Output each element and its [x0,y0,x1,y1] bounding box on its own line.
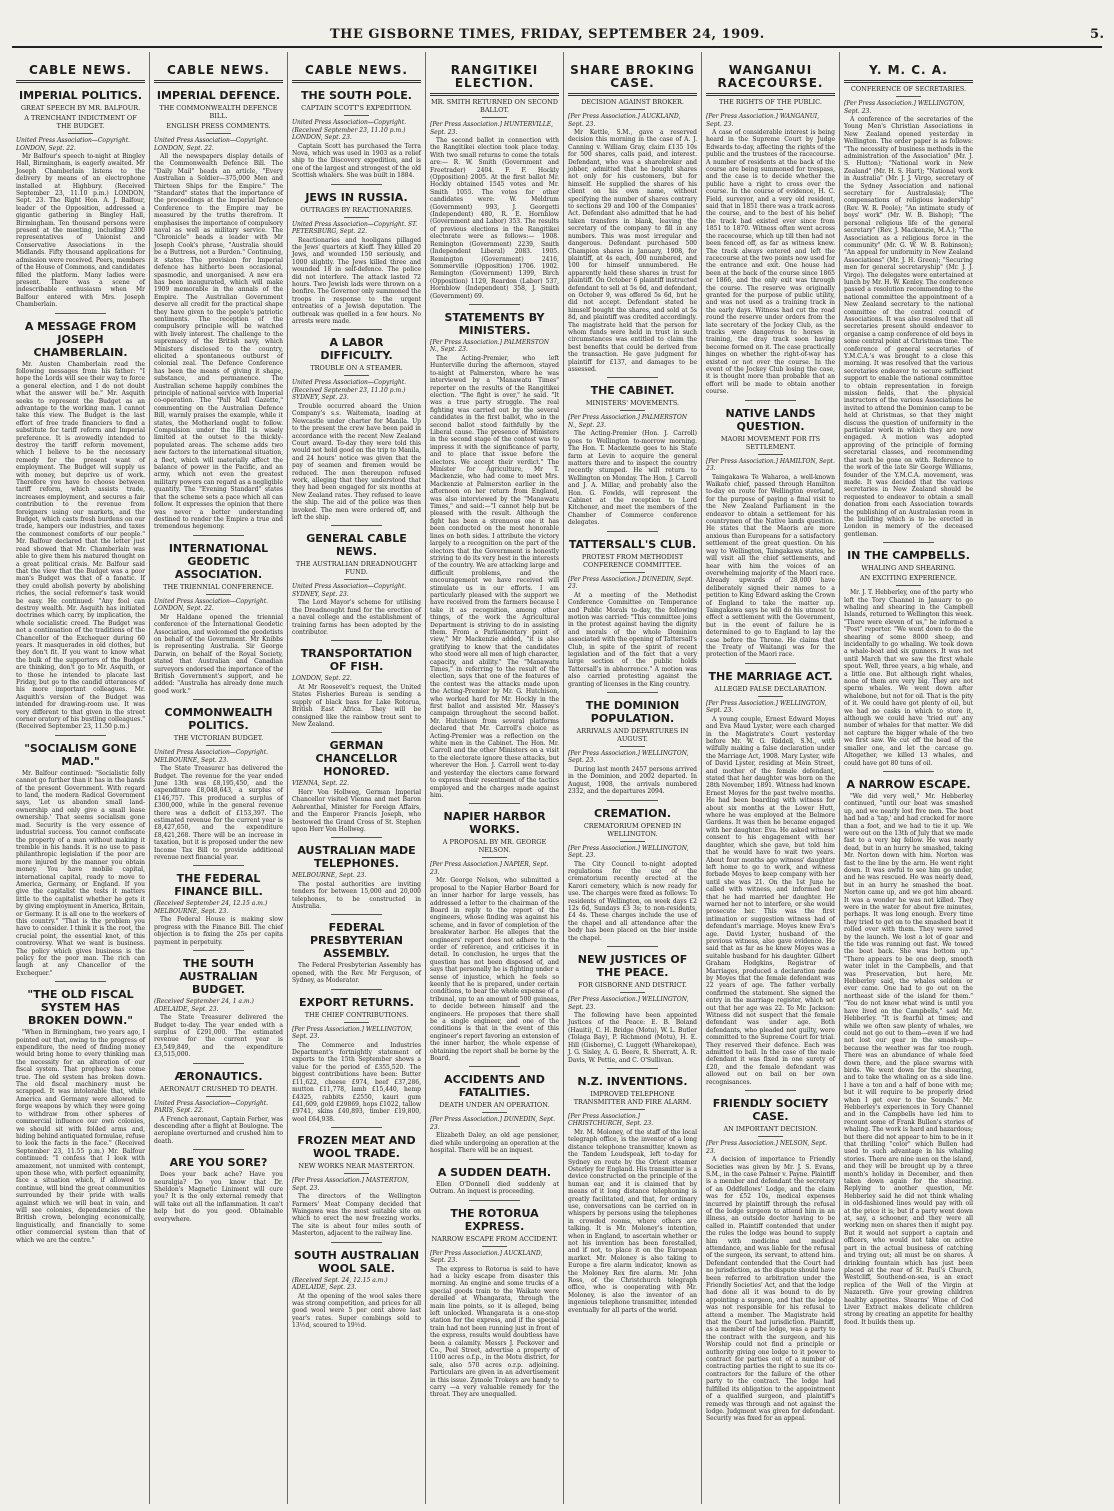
article-headline: N.Z. INVENTIONS. [577,1074,688,1088]
article [154,706,283,861]
divider [745,663,797,664]
article-body: Herr Von Hollweg, German Imperial Chancellor visited Vienna and met Baron Aehrenthal, Minister for Foreign Affairs, and the Emperor Francis Joseph, who bestowed the Grand Cross of St. Stephen upon Herr Von Hollweg. [292,788,421,833]
article-body: Elizabeth Daley, an old age pensioner, died while undergoing an operation at the hospital. There will be an inquest. [430,1132,559,1155]
divider [758,1136,784,1137]
article-dateline: (Received September 24, 12.15 a.m.) MELBOURNE, Sept. 23. [154,900,268,915]
masthead-rule [12,46,1102,48]
article-body: Taingakawa Te Waharoa, a well-known Waikato chief, passed through Hamilton to-day en route for Wellington overland, for the purpose of paying a final visit to the New Zealand Parliament in the endeavor to obtain a settlement for his countrymen of the Native lands question. He states that the Maoris are more anxious than Europeans for a satisfactory settlement of the great question. On his way to Wellington, Taingakawa states, he will visit all the chief settlements, and hear with him the voices of an overwhelming majority of the Maori race. Already upwards of 28,000 have deliberately signed their names to a petition to King Edward asking the Crown of England to take the matter up. Taingakawa says he will do his utmost to effect a settlement with the Government, but in the event of failure he is determined to go to England to lay the case before the Throne. He claims that the Treaty of Waitangi was for the protection of the Maori race. [706,473,835,659]
divider [331,184,383,185]
article-subhead: THE AUSTRALIAN DREADNOUGHT FUND. [295,560,418,577]
article [706,98,835,396]
divider [607,1068,659,1069]
divider [193,699,245,700]
divider [344,1173,370,1174]
article-dateline: [Per Press Association.] AUCKLAND, Sept. 23. [430,1249,543,1264]
article-body: Mr Balfour's speech to-night at Bingley Hall, Birmingham, is eagerly awaited. Mr Joseph Chamberlain listens to the delivery by means of an electrophone installed at Highbury. (Received September 23, 11.10 p.m.) LONDON, Sept. 23. The Right Hon. A. J. Balfour, leader of the Opposition, addressed a gigantic gathering in Bingley Hall, Birmingham. Ten thousand persons were present at the meeting, including 2300 representatives of Unionist and Conservative Associations in the Midlands. Fifty thousand applications for admission were received. Peers, members of the House of Commons, and candidates filled the platform. Many ladies were present. There was a scene of indescribable enthusiasm when Mr Balfour entered with Mrs. Joseph Chamberlain. [16,153,145,309]
article-body: A conference of the secretaries of the Young Men's Christian Associations in New Zealand opened yesterday in Wellington. The order paper is as follows: "The necessity of business methods in the administration of the Association" (Mr. J. S. Hutton); "National work in New Zealand" (Mr. H. S. Hart); "National work in Australia" (Mr. J. J. Virgo, secretary of the Sydney Association and national secretary for Australasia); "The compensations of religious leadership" (Rev. W. R. Poole); "An intimate study of boys' work" (Mr. W. B. Bishop); "The personal religious life of the general secretary" (Rev. J. Mackenzie, M.A.); "The Association as a religious force in the community" (Mr. G. W. W. B. Robinson); "An appeal for uniformity in New Zealand Associations" (Mr. J. H. Green); "Securing men for general secretaryship" (Mr. J. J. Virgo). The delegates were entertained at lunch by Mr. H. W. Kenley. The conference passed a resolution recommending to the national committee the appointment of a New Zealand secretary to the national committee of the central council of Associations. It was also resolved that all secretaries present should endeavor to organise a camp conference of old boys in some central point at Christmas time. The conference of general secretaries of Y.M.C.A.'s was brought to a close this morning. It was resolved that the various secretaries endeavor to secure sufficient support to enable the national committee to obtain representation in foreign mission fields, that the physical instructors of the various Associations be invited to attend the Dominion camp to be held at Christmas, so that they might discuss the question of uniformity in the particular work in which they are now engaged. A motion was adopted approving of the principle of forming secretarial classes, and recommending that such be gone on with. Reference to the work of the late Sir George Williams, founder of the Y.M.C.A. movement, was made. It was decided that the various secretaries in New Zealand should be requested to endeavor to obtain a small donation from each Association towards the publishing of an Australasian room in the building which is to be erected in London in memory of the deceased gentleman. [844,116,973,538]
article-headline: THE FEDERAL FINANCE BILL. [174,872,263,899]
article-subhead: THE CHIEF CONTRIBUTIONS. [304,1010,409,1019]
article-subhead: CAPTAIN SCOTT'S EXPEDITION. [301,104,412,112]
divider [620,109,646,110]
divider [620,841,646,842]
article-subhead: THE VICTORIAN BUDGET. [173,734,264,743]
divider [620,746,646,747]
article [154,1070,283,1146]
article-body: A young couple, Ernest Edward Moyes and Eva Maud Lyster, were each charged in the Magistrate's Court yesterday before Mr. W. G. Riddell, S.M., with wilfully making a false declaration under the Marriage Act, 1908. Mary Lyster, wife of David Lyster, residing at Mein Street, and mother of the female defendant, stated that her daughter was born on the 28th November, 1891. Witness had known Ernest Moyes for the past twelve months. He had been boarding with witness for about six months at the Lower Hutt, where he was employed at the Belmore Gardens. It was then he became engaged with her daughter. Eva. He asked witness' consent to his engagement with her daughter, which she gave, but told him that he would have to wait two years. About four months ago witness' daughter left home to go to work, and witness forbade Moyes to keep company with her until she was 21. On the 1st June he called with witness, and informed her that he had married her daughter. He warned her not to interfere, or she would prosecute her. This was the first intimation or suggestion witness had of defendant's marriage. Moyes knew Eva's age. David Lyster, husband of the previous witness, also gave evidence. He said that as far as he knew Moyes was a suitable husband for his daughter. Gilbert Graham Hodgkins, Registrar of Marriages, produced a declaration made by Moyes that the female defendant was 22 years of age. The father verbally confirmed the statement. She signed the entry in the marriage register, which set out that her age was 22. To Mr. Jackson: Witness did not suspect that the female defendant was under age. Both defendants, who pleaded not guilty, were committed to the Supreme Court for trial. They reserved their defence. Each was admitted to bail. In the case of the male defendant it was fixed in one surety of £20, and the female defendant was allowed out on bail on her own recognisances. [706,715,835,1086]
article-subhead: DECISION AGAINST BROKER. [581,98,684,106]
divider [607,800,659,801]
article [430,311,559,799]
article-body: Trouble occurred aboard the Union Company's s.s. Waitemata, loading at Newcastle under charter for Manila. Up to the present the crew have been paid in accordance with the recent New Zealand Court award. To-day they were told this would not hold good on the trip to Manila, and 24 hours' notice was given that the pay of seamen and firemen would be reduced. The men thereupon refused work, alleging that they understood that they had been engaged for six months at New Zealand rates. They refused to leave the ship. The aid of the police was then invoked. The men were ordered off, and left the ship. [292,402,421,521]
divider [68,133,94,134]
divider [607,377,659,378]
article-headline: NAPIER HARBOR WORKS. [443,810,546,837]
article-body: At the opening of the wool sales there was strong competition, and prices for all good wool were 5 per cent above last year's rates. Super combings sold to 13½d, scoured to 19½d. [292,1292,421,1330]
article-subhead: MAORI MOVEMENT FOR ITS SETTLEMENT. [720,434,821,451]
article-headline: THE DOMINION POPULATION. [585,698,680,725]
divider [896,96,922,97]
article [292,996,421,1123]
article-dateline: United Press Association—Copyright. ST. PETERSBURG, Sept. 22. [292,220,418,236]
article-body: The Acting-Premier, who left Hunterville during the afternoon, stayed to-night at Palmerston, where he was interviewed by a "Manawatu Times" reporter on the results of the Rangitikei election. "The fight is over," he said. "It was a true party struggle. The real fighting was carried out by the several candidates in the first ballot, who in the second ballot stood faithfully by the Liberal cause. The presence of Ministers in the second stage of the contest was to impress it with the significance of party, and to place that issue before the electors. We accept their verdict." The Minister for Agriculture, Mr T. Mackenzie, who had come to meet Mrs. Mackenzie at Palmerston earlier in the afternoon on her return from England, was also interviewed by the "Manawatu Times," and said:—"I cannot help but be pleased with the result. Although the fight has been a strenuous one it has been conducted on the most honorable lines on both sides. I attribute the victory largely to a recognition on the part of the electors that the Government is honestly striving to do its very best in the interests of the country. We are attacking large and difficult problems, and the encouragement we have received will stimulate us in our efforts. I am particularly pleased with the support we have received from the farmers because I take it as recognition, among other things, of the work the Agricultural Department is striving to do in assisting them. From a Parliamentary point of view," Mr Mackenzie added, "it is also gratifying to know that the candidates who stood were all men of high character, capacity, and ability." The "Manawatu Times," in referring to the result of the election, says that one of the features of the contest was the attacks made upon the Acting-Premier by Mr. G. Hutchison, who worked hard for Mr. Hockly in the first ballot and assisted Mr. Massey's campaign throughout the second ballot. Mr. Hutchison from several platforms declared that Mr. Carroll's choice as Acting-Premier was a reflection on the white men in the Cabinet. The Hon. Mr. Carroll and the other Ministers on a visit to the electorate ignore these attacks, but wherever the Hon. J. Carroll went to-day and yesterday the electors came forward to express their resentment of the tactics employed and the charges made against him. [430,354,559,799]
divider [193,950,245,951]
article [430,1073,559,1154]
article-headline: GERMAN CHANCELLOR HONORED. [315,739,398,779]
article-headline: IMPERIAL POLITICS. [18,89,143,102]
article-headline: FROZEN MEAT AND WOOL TRADE. [297,1134,416,1161]
article-headline: "THE OLD FISCAL SYSTEM HAS BROKEN DOWN." [27,988,134,1028]
article [568,384,697,526]
article-body: The second ballot in connection with the Rangitikei election took place today. With two small returns to come the totals are:— R. W. Smith (Government and Freetrader) 2404. F. F. Hockly (Opposition) 2005. At the first ballot Mr. Hockly obtained 1545 votes and Mr. Smith 1055. The votes for other candidates were: W. Meldrum (Government) 993, J. Georgetti (Independent) 480, R. E. Hornblow (Government and Labor) 353. The results of previous elections in the Rangitikei electorate were as follows:— 1908. Remington (Government) 2239, Smith (Independent Liberal) 2083. 1905. Remington (Government) 2416, Sommerville (Opposition) 1706. 1902. Remington (Government) 1399, Birch (Opposition) 1129, Reardon (Labor) 537, Hornblow (Independent) 358, J. Smith (Government) 69. [430,137,559,300]
divider [193,535,245,536]
article-headline: NATIVE LANDS QUESTION. [725,406,816,433]
article-body: "When in Birmingham, two years ago, I pointed out that, owing to the progress of expenditure, the need of finding money would bring home to every thinking man the necessity for an alteration of our fiscal system. That prophecy has come true. The old system has broken down. The old fiscal machinery must be scrapped. It was intolerable that, while America and Germany were allowed to forge weapons by which they were going to withdraw from other spheres of commercial influence our own colonies, we should sit with folded arms and, hiding behind antiquated formulae, refuse to look the facts in the face." (Received September 23, 11.55 p.m.) Mr. Balfour continued: "I confess that I look with amazement, not unmixed with contempt, upon those who, with perfect equanimity, face a situation which, if allowed to continue, will bind the great communities surrounded by their pride with walls against which we will beat in vain, and will see colonies, dependencies of the British crown, belonging economically, linguistically, and financially to some other commercial system than that of which we are the centre." [16,1029,145,1244]
article [154,1156,283,1223]
article-subhead: ENGLISH PRESS COMMENTS. [166,122,271,130]
article-dateline: United Press Association—Copyright. LONDON, Sept. 22. [16,137,131,152]
column-header: Y. M. C. A. [844,64,973,83]
divider [620,572,646,573]
article-body: Reactionaries and hooligans pillaged the Jews' quarters at Kieff. They killed 20 Jews, and wounded 150 seriously, and 1000 slightly. The Jews killed three and wounded 18 in self-defence. The police did not interfere. The attack lasted 72 hours. Two Jewish lads were thrown on a bonfire. The Governor only summoned the troops in response to the urgent entreaties of a Jewish deputation. The outbreak was quelled in a few hours. No arrests were made. [292,236,421,325]
divider [55,981,107,982]
article-headline: A LABOR DIFFICULTY. [320,336,393,363]
article-dateline: United Press Association—Copyright. SYDNEY, Sept. 23. [292,583,407,598]
article [706,670,835,1086]
masthead [0,0,1114,50]
article-subhead: A PROPOSAL BY MR. GEORGE NELSON. [442,838,547,855]
article-subhead: CREMATORIUM OPENED IN WELLINGTON. [583,821,682,838]
divider [331,1242,383,1243]
divider [883,542,935,543]
divider [469,1066,521,1067]
divider [620,1109,646,1110]
divider [344,115,370,116]
divider [745,400,797,401]
article-dateline: [Per Press Association.] HAMILTON, Sept. 23. [706,457,835,473]
column-header: WANGANUI RACECOURSE. [706,64,835,96]
article-headline: EXPORT RETURNS. [299,995,414,1009]
divider [206,594,232,595]
article [292,89,421,180]
divider [745,1090,797,1091]
column-2 [150,52,288,1504]
article-subhead: OUTRAGES BY REACTIONARIES. [300,205,413,214]
article-headline: THE MARRIAGE ACT. [708,669,833,683]
divider [344,579,370,580]
article [292,191,421,326]
column-6 [702,52,840,1504]
article-body: The State Treasurer delivered the Budget to-day. The year ended with a surplus of £291,000. The estimated revenue for the current year is £3,549,849, and the expenditure £3,515,000. [154,1014,283,1059]
article-subhead: DEATH UNDER AN OPERATION. [439,1101,550,1110]
article-subhead: ALLEGED FALSE DECLARATION. [714,684,827,693]
divider [193,1149,245,1150]
article-dateline: [Per Press Association.] PALMERSTON N., Sept. 23. [568,414,688,429]
article-dateline: [Per Press Association.] NELSON, Sept. 23. [706,1140,828,1155]
article-body: A decision of importance to Friendly Societies was given by Mr. J. S. Evans, S.M., in the case Palmer v. Payne. Plaintiff is a member and defendant the secretary of an Oddfellows' Lodge, and the claim was for £52 10s, medical expenses incurred by plaintiff through the refusal of the lodge surgeon to attend him in an illness, an outside doctor having to be called in. Plaintiff contended that under the rules the lodge was bound to supply him with medicine and medical attendance, and was liable for the refusal of the surgeon, its servant, to attend him. Defendant contended that the Court had no jurisdiction, as the dispute should have been referred to arbitration under the Friendly Societies' Act, and that the lodge had done all it was bound to do by appointing a surgeon, and that the lodge was not responsible for his refusal to attend a member. The Magistrate held that the Court had jurisdiction. Plaintiff, as a member of the lodge, was a party to the contract with the surgeon, and his Worship could not find a principle or authority giving one lodge to it power to contract for parties out of a number of contracting parties the right to sue its co-contractors for the failure of the other party to the contract. The lodge had fulfilled its obligation to the appointment of a qualified surgeon, and plaintiff's remedy was through and not against the lodge. Judgment was given for defendant. Security was fixed for an appeal. [706,1156,835,1423]
article-body: The express to Rotorua is said to have had a lucky escape from disaster this morning. An engine and some trucks of a special goods train to the Waikato were derailed at Whangarata, through the main line points, so it is alleged, being left unlocked. Whangarata is a one-stop station for the express, and if the special train had not been running just in front of the express, results would doubtless have been a calamity. Messrs J. Peckover and Co., Peel Street, advertise a property of 1100 acres o.f.p., in the Motu district, for sale, also 570 acres o.r.p. adjoining. Particulars are given in an advertisement in this issue. Zymole Trokeys are handy to carry —a very valuable remedy for the throat. They are unequalled. [430,1265,559,1399]
page-number: 5. [1090,27,1105,42]
column-header: SHARE BROKING CASE. [568,64,697,96]
article-dateline: (Received September 24, 1 a.m.) ADELAIDE, Sept. 23. [154,998,254,1013]
article-body: A French aeronaut, Captain Ferber, was descending after a flight at Boulogne. The aeroplane overturned and crushed him to death. [154,1115,283,1145]
article-headline: ARE YOU SORE? [169,1156,268,1170]
article-headline: THE ROTORUA EXPRESS. [450,1206,539,1233]
article-headline: A SUDDEN DEATH. [437,1165,552,1179]
article [292,336,421,521]
article [292,1134,421,1237]
divider [758,109,784,110]
article-dateline: United Press Association—Copyright. (Received September 23, 11.10 p.m.) LONDON, Sept. 23. [292,119,407,141]
article-headline: IMPERIAL DEFENCE. [156,89,281,102]
article-headline: ÆRONAUTICS. [174,1069,263,1083]
article-subhead: FOR GISBORNE AND DISTRICT. [578,981,687,990]
article-body: The City Council to-night adopted regulations for the use of the crematorium recently erected at the Karori cemetery, which is now ready for use. The charges were fixed as follows: To residents of Wellington, on week days £2 12s 6d, Sundays £3 3s; to non-residents, £4 4s. These charges include the use of the chapel and all attendance after the body has been placed on the bier inside the chapel. [568,860,697,942]
divider [331,732,383,733]
article [292,647,421,728]
column-header: CABLE NEWS. [16,64,145,83]
article-dateline: [Per Press Association.] NAPIER, Sept. 23. [430,861,549,876]
article-dateline: United Press Association—Copyright. (Received September 23, 11.10 p.m.) SYDNEY, Sept. 23. [292,379,407,402]
article [568,1075,697,1314]
article-headline: SOUTH AUSTRALIAN WOOL SALE. [293,1248,420,1275]
article [844,85,973,538]
divider [344,1022,370,1023]
article-headline: AUSTRALIAN MADE TELEPHONES. [297,844,416,871]
divider [206,133,232,134]
column-3 [288,52,426,1504]
divider [896,585,922,586]
divider [469,1200,521,1201]
article-headline: THE SOUTH POLE. [301,89,412,102]
article-headline: GENERAL CABLE NEWS. [306,532,407,559]
article-headline: FRIENDLY SOCIETY CASE. [712,1097,829,1124]
article-subhead: AN EXCITING EXPERIENCE. [859,574,958,583]
article [292,844,421,910]
article-subhead: A TRENCHANT INDICTMENT OF THE BUDGET. [24,114,137,130]
article [430,1207,559,1399]
article [706,1097,835,1423]
divider [469,1159,521,1160]
article-body: The Federal Presbyterian Assembly has opened, with the Rev. Mr Ferguson, of Sydney, as Moderator. [292,962,421,985]
article-body: The State Treasurer has delivered the Budget. The revenue for the year ended June 13th was £8,195,450, and the expenditure £8,048,643, a surplus of £146,757. This produced a surplus of £300,000, while in the general revenue there was a deficit of £153,397. The estimated revenue for the current year is £8,427,650, and the expenditure £8,421,268. There will be an increase in taxation, but it is proposed under the new Income Tax Bill to provide additional revenue next financial year. [154,765,283,862]
article [568,807,697,942]
article-dateline: [Per Press Association.] WELLINGTON, Sept. 23. [568,996,689,1011]
article [844,549,973,767]
column-header: RANGITIKEI ELECTION. [430,64,559,96]
article-dateline: VIENNA, Sept. 22. [292,780,349,788]
divider [206,745,232,746]
article-body: During last month 2457 persons arrived in the Dominion, and 2002 departed. In August, 1908, the arrivals numbered 2332, and the departures 2094. [568,765,697,796]
article-subhead: MR. SMITH RETURNED ON SECOND BALLOT. [431,98,558,114]
article-headline: JEWS IN RUSSIA. [305,190,408,204]
article-headline: FEDERAL PRESBYTERIAN ASSEMBLY. [309,921,404,961]
article-headline: IN THE CAMPBELLS. [847,549,970,563]
divider [607,692,659,693]
divider [331,525,383,526]
article-headline: COMMONWEALTH POLITICS. [164,706,273,733]
article-headline: TRANSPORTATION OF FISH. [300,647,413,674]
article-body: Mr. J. T. Hebberley, one of the party who left the Tory Channel in January to go whaling and shearing in the Campbell Islands, returned to Wellington this week. "There were eleven of us," he informed a "Post" reporter. "We went down to do the shearing of some 8000 sheep, and incidentally to go whaling. We took down a whale-boat and six gunners. It was not until March that we saw the first whale spout. Well, three years, a big whale, and a little one. But although right whales, none of them are very big. They are not sperm whales. We went down after whalebone, but not for oil. That is the pity of it. We could have got plenty of oil, but we had no casks in which to store it, although we could have 'tried out' any number of whales for that matter. We did not capture the bigger whale of the two we first saw. We cut off the head of the smaller one, and let the carcase go. Altogether, we killed 13 whales, and could have got 80 tuns of oil. [844,589,973,767]
article-body: Mr Haldane opened the triennial conference of the International Geodetic Association, and welcomed the geodetists on behalf of the Government. Mr Knibbs is representing Australia. Sir George Darwin, on behalf of the Royal Society, stated that Australian and Canadian surveyors endorsed the importance of the British Government's support, and he added: "Australia has already done much good work." [154,613,283,695]
divider [344,217,370,218]
divider [607,946,659,947]
article [430,1166,559,1196]
article-dateline: United Press Association—Copyright. LONDON, Sept. 22. [154,597,269,613]
article-body: At Mr Roosevelt's request, the United States Fisheries Bureau is sending a supply of black bass for Lake Rotorua, British East Africa. They will be consigned like the rainbow trout sent to New Zealand. [292,683,421,728]
divider [193,865,245,866]
article-dateline: MELBOURNE, Sept. 23. [292,872,367,880]
article-body: The Acting-Premier (Hon. J. Carroll) goes to Wellington to-morrow morning. The Hon. T. Mackenzie goes to his State farm at Levin to acquire the general matters there and to inspect the country recently stumped. He will return to Wellington on Monday. The Hon. J. Carroll and J. A. Millar, and probably also the Hon. G. Fowlds, will represent the Cabinet at the reception to Lord Kitchener, and meet the members of the Chamber of Commerce conference delegates. [568,430,697,527]
divider [883,771,935,772]
article [568,953,697,1064]
article [154,89,283,531]
article-dateline: [Per Press Association.] DUNEDIN, Sept. 23. [430,1116,556,1131]
article-dateline: [Per Press Association.] WELLINGTON, Sept. 23. [568,749,689,765]
divider [331,329,383,330]
article-body: The following have been appointed Justices of the Peace: E. B. Boland (Hauiti), C. H. Bridge (Motu), W. L. Butler (Tolaga Bay), P. Richmond (Motu), H. E. Hill (Gisborne), C. Luggett (Wharekopae), J. G. Sisley, A. G. Beere, R. Sherratt, A. R. Davis, W. Pettie, and C. O'Sullivan. [568,1012,697,1064]
article-body: The Federal House is making slow progress with the Finance Bill. The chief objection is to fixing the 25s per capita payment in perpetuity. [154,916,283,946]
article-body: At a meeting of the Methodist Conference Committee on Temperance and Public Morals to-day, the following motion was carried: "This committee joins in the protest against having the dignity and morals of the whole Dominion associated with the opening of Tattersall's Club, in spite of the spirit of recent legislation and of the fact that a very large section of the public holds Tattersall's in abhorrence." A motion was also carried protesting against the granting of licenses in the King country. [568,591,697,688]
article-subhead: WHALING AND SHEARING. [861,564,956,573]
article-body: Mr. Balfour continued: "Socialistic folly cannot go further than it has in the hands of the present Government. With regard to land, the modern Radical Government says, 'Let us abandon small land-ownership and only give a small lease ownership.' That seems socialism gone mad. Security is the very essence of industrial success. You cannot confiscate the property of a man without making it tremble in his hands. It is no use to pass philanthropic legislation if the poor are more injured by the manner you obtain money. You have mobile capital, international capital, ready to move to America, Germany, or England. If you give the capitalist the tests it matters little to the capitalist whether he gets it by giving employment in America, Britain, or Germany. It is all one to the workers of this country." "That is the problem you have to consider. I think it is the root, the crucial point, the essential knot, of this controversy. What we want is business. The policy which gives business is the policy for the poor man. The rich can laugh at any Chancellor of the Exchequer." [16,769,145,977]
article-dateline: [Per Press Association.] WELLINGTON, Sept. 23. [844,100,965,115]
divider [607,531,659,532]
article [292,739,421,833]
article-subhead: PROTEST FROM METHODIST CONFERENCE COMMITTEE. [581,552,684,569]
article-subhead: CONFERENCE OF SECRETARIES. [850,85,967,93]
article-body: Ellen O'Donnell died suddenly at Outram. An inquest is proceeding. [430,1180,559,1196]
article [16,89,145,309]
article [844,778,973,1326]
article-subhead: THE RIGHTS OF THE PUBLIC. [719,98,822,106]
article [568,98,697,373]
column-header: CABLE NEWS. [292,64,421,83]
article-dateline: LONDON, Sept. 22. [292,675,352,683]
column-5 [564,52,702,1504]
article [154,957,283,1058]
divider [482,1246,508,1247]
article-body: The Commerce and Industries Department's fortnightly statement of exports to the 15th September shows a value for the period of £355,520. The biggest contributions have been: Butter £11,622, cheese £974, beef £37,286, mutton £11,778, lamb £15,440, hemp £4325, rabbits £2550, kauri gum £41,609, gold £29869, hops £1022, tallow £9741, skins £40,893, timber £19,800, wool £64,938. [292,1041,421,1123]
divider [331,1127,383,1128]
divider [55,735,107,736]
divider [331,640,383,641]
columns [12,52,1104,1504]
article-headline: ACCIDENTS AND FATALITIES. [444,1073,545,1100]
column-header: CABLE NEWS. [154,64,283,83]
article-body: "We did very well," Mr. Hebberley continued, "until our boat was smashed up, and we nearly lost five men. The boat had had a 'tap,' and had cracked for more than a foot, and we had to tie it up. We were out on the 13th of July that we made fast to a very big fellow. He was nearly dead, but in an hurry he smashed, taking Mr. Norton down with him. Norton was fast to the line by the arm. He went right down. It was awful to see him go under, and he was rescued. He was nearly dead, but in an hurry he smashed the boat. Norton came up, and we got him aboard. It was a wonder he was not killed. They were in the water for about five minutes, perhaps. It was long enough. Every time they tried to get on to the smashed boat it rolled over with them. They were saved by the launch. We lost a lot of gear and the tide was running out fast. We towed the boat back. She was bottom up." "There appears to be one deep, smooth water inlet in the Campbells, and that was Preservation, but here, Mr. Hebberley said, the whales seldom or ever came. One had to go out on the northeast side of the island for them." "You do not know what wind is until you have lived on the Campbells," said Mr. Hebberley. "It is fearful at times; and while we often saw plenty of whales, we could not go out to them—even if we had not lost our gear in the smash-up—because the weather was far too rough. There was an abundance of whale feed down there, and the place swarms with birds. We went down for the shearing, and to take the whaling on as a side line. I have a ton and a half of bone with me; but it will require to be properly dried when I get over to the Sounds." Mr. Hebberley's experiences in Tory Channel and in the Campbells have led him to recount some of Frank Bullen's stories of whaling. The work is hard and hazardous; but there did not appear to him to be in it that thrilling "color" which Bullen had used to such advantage in his whaling stories. There are nine men on the island, and they will be brought up by a three month's holiday in December, and then taken down again for the shearing. Replying to another question, Mr. Hebberley said he did not think whaling in old-fashioned lines would pay with oil at the price it is; but if a party went down at, say, a schooner, and they were all working men on shares then it might pay. But it would not support a captain and officers, who would not take on active part in the actual business of catching and trying out; all must be on shares. A drinking fountain which has just been placed at the rear of St. Paul's Church, Westcliff, Southend-on-sea, is an exact replica of the Well of the Virgin at Nazareth. Give your growing children healthy appetites. Stearns' Wine of Cod Liver Extract makes delicate children strong by creating an appetite for healthy food. It builds them up. [844,792,973,1326]
divider [620,992,646,993]
divider [469,803,521,804]
article-subhead: GREAT SPEECH BY MR. BALFOUR. [20,104,141,112]
article-headline: NEW JUSTICES OF THE PEACE. [577,953,688,980]
divider [482,857,508,858]
divider [758,696,784,697]
column-4 [426,52,564,1504]
article-body: Mr. Austen Chamberlain read the following messages from his father: "I hope the Lords will see their way to force a general election, and I do not doubt what the answer will be." Mr. Asquith seeks to represent the Budget as an advantage to the working man. I cannot take this view. The Budget is the last effort of free trade financiers to find a substitute for tariff reform and Imperial preference. It is avowedly intended to destroy the tariff reform movement, which I believe to be the necessary remedy for the present want of employment. The Budget will supply us with money, but deprive us of work. Therefore you have to choose between tariff reform, which assists trade, increases employment, and secures a fair contribution to the revenue from foreigners using our markets, and the Budget, which casts fresh burdens on our trade, hampers our industries, and taxes the commonest comforts of our people." Mr. Balfour declared that the letter just read showed that Mr. Chamberlain was able to give them his matured thought on a great political crisis. Mr. Balfour said that the view that the Budget was a poor man's Budget was that of a fanatic. If they could abolish poverty by abolishing riches, the social reformer's task would be easy. He continued: "Any fool can destroy wealth. Mr. Asquith has initiated doctrines which carry, by implication, the whole socialistic creed. The Budget was not a continuation of the traditions of the Chancellor of the Exchequer during 60 years. It masquerades in old clothes, but they don't fit. If you want to know what the bulk of the supporters of the Budget are thinking, don't go to Mr. Asquith, or to those he intended to placate last Friday, but go to the candid utterances of his more important colleagues. Mr. Asquith's version of the Budget was intended for drawing-room use. It was very different to that given in the street corner oratory of his bustling colleagues." (Received September 23, 11.50 p.m.) [16,360,145,731]
article-headline: TATTERSALL'S CLUB. [568,537,697,551]
article-dateline: [Per Press Association.] WELLINGTON, Sept. 23. [292,1025,413,1041]
article-dateline: [Per Press Association.] WELLINGTON, Sept. 23. [568,844,689,860]
article-dateline: [Per Press Association.] AUCKLAND, Sept. 23. [568,113,681,128]
divider [482,117,508,118]
article-dateline: [Per Press Association.] PALMERSTON N., Sept. 23. [430,338,550,354]
article-subhead: NEW WORKS NEAR MASTERTON. [298,1162,415,1171]
article-headline: THE CABINET. [590,384,675,398]
article-subhead: NARROW ESCAPE FROM ACCIDENT. [431,1234,558,1243]
article-dateline: [Per Press Association.] MASTERTON, Sept. 23. [292,1177,409,1192]
article [292,1249,421,1330]
article-subhead: TROUBLE ON A STEAMER. [310,364,403,373]
article-body: The directors of the Wellington Farmers' Meat Company decided that Waingawa was the most suitable site on which to erect the new freezing works. The site is about four miles south of Masterton, adjacent to the railway line. [292,1193,421,1238]
article [154,872,283,946]
article-body: Mr. George Nelson, who submitted a proposal to the Napier Harbor Board for an inner harbor for large vessels, has addressed a letter to the chairman of the Board in reply to the report of the engineers, whose finding was against his scheme, and in favor of completion of the breakwater harbor. He alleges that the engineers' report does not adhere to the order of reference, and criticises it in detail. In conclusion, he urges that the question has not been disposed of, and says that personally he is fighting under a sense of injustice, which he feels so keenly that he is prepared, under certain conditions, to bear the whole expense of a tribunal, up to an amount of 500 guineas, to decide between himself and the engineers. He proposes that there shall be a single engineer, and one of the conditions is that in the event of this engineer's report favoring an extension of the inner harbor, the whole expense of obtaining the report shall be borne by the Board. [430,877,559,1063]
divider [482,1112,508,1113]
article-subhead: IMPROVED TELEPHONE TRANSMITTER AND FIRE ALARM. [573,1089,692,1106]
divider [331,837,383,838]
article [16,320,145,731]
article-body: Does your back ache? Have you neuralgia? Do you know that Dr. Sheldon's Magnetic Liniment will cure you? It is the only external remedy that will take out all the inflammation. It can't help but do you good. Obtainable everywhere. [154,1171,283,1223]
column-7 [840,52,977,1504]
column-1 [12,52,150,1504]
article [16,742,145,977]
article-subhead: AN IMPORTANT DECISION. [723,1125,818,1134]
article-dateline: United Press Association—Copyright. MELBOURNE, Sept. 23. [154,749,269,764]
divider [620,410,646,411]
divider [55,313,107,314]
article-body: The postal authorities are inviting tenders for between 15,000 and 20,000 telephones, to be constructed in Australia. [292,880,421,911]
article-body: Mr Kettle, S.M., gave a reserved decision this morning in the case of A. J. Canning v. William Gray, claim £135 10s for 500 shares, calls paid, and interest. Defendant, who was a sharebroker and jobber, admitted that he bought shares not only for his customers, but for himself. He supplied the shares of his client on his own name, without specifying the number of shares contrary to sections 29 and 100 of the Companies' Act. Defendant also admitted that he had taken transfers in blank, leaving the secretary of the company to fill in any numbers. This was most irregular and dangerous. Defendant purchased 500 Champion shares in January, 1908, for plaintiff, at 4s each, 400 numbered, and 100 for himself unnumbered. He apparently held these shares in trust for plaintiff. On October 6 plaintiff instructed defendant to sell at 5s 6d, and defendant, on October 9, was offered 5s 6d, but he did not accept. Defendant stated he himself bought the shares, and sold at 5s 8d, and plaintiff was credited accordingly. The magistrate held that the person for whom funds were held in trust in such circumstances was entitled to claim the best benefits that could be derived from the transaction. He gave judgment for plaintiff for £137, and damages to be assessed. [568,129,697,373]
divider [344,375,370,376]
article [154,542,283,695]
article-body: All the newspapers display details of the Commonwealth Defence Bill. The "Daily Mail" heads an article, "Every Australian a Soldier—375,000 Men and Thirteen Ships for the Empire." The "Standard" states that the importance of the proceedings at the Imperial Defence Conference to the Empire may be measured by the truths therefrom. It emphasises the importance of compulsory naval as well as military service. The "Chronicle" heads a leader with Mr Joseph Cook's phrase, "Australia should be a Buttress, not a Burden." Continuing, it states: The provision for Imperial defence has hitherto been occasional, spasmodic, and unorganised. A new era has been inaugurated, which will make 1909 memorable in the annals of the Empire. The Australian Government deserve all credit for the practical shape they have given to the people's patriotic sentiments. The reception of the compulsory principle will be watched with lively interest. The challenge to the supremacy of the British navy, which Ministers disclosed to the country, elicited a spontaneous outburst of colonial zeal. The Defence Conference has been the means of giving it shape, substance, and permanence. The Australian scheme happily combines the principle of national service with Imperial co-operation. The "Pall Mall Gazette," commenting on the Australian Defence Bill, warmly praises the example, while it states, the Motherland ought to follow. Compulsion under the Bill is wisely limited at the outset to the thickly-populated areas. The scheme adds two new factors to the international situation, a fleet, which will materially affect the balance of power in the Pacific, and an army, which not even the greatest military powers can regard as a negligible quantity. The "Evening Standard" states that the scheme sets a pace which all can follow. It expresses the opinion that there was never a better understanding destined to render the Empire a true and tremendous hegemony. [154,153,283,531]
article-headline: STATEMENTS BY MINISTERS. [444,310,545,337]
article-dateline: [Per Press Association.] DUNEDIN, Sept. 23. [568,575,694,591]
article-subhead: THE COMMONWEALTH DEFENCE BILL. [159,104,278,120]
article [292,532,421,636]
article-body: Mr. M. Moloney, of the staff of the local telegraph office, is the inventor of a long distance telephone transmitter, known as the Tandem Loudspeak, left to-day for Sydney en route by the Orient steamer Osterley for England. His transmitter is a device constructed on the principle of the human ear, and it is claimed that by means of it long distance telephoning is greatly facilitated, and that, for ordinary use, conversations can be carried on in whispers by persons using the telephones in crowded rooms, where others are talking. It is Mr. Moloney's intention, when in England, to ascertain whether or not his invention has been forestalled, and if not, to place it on the European market. Mr. Moloney is also taking to Europe a fire alarm indicator, known as the Moloney Rex fire alarm. Mr. John Ross, of the Christchurch telegraph office, who is cooperating with Mr. Moloney, is also the inventor of an ingenious telephone transmitter, intended eventually for all parts of the world. [568,1128,697,1314]
article [292,921,421,984]
article-subhead: ARRIVALS AND DEPARTURES IN AUGUST. [576,726,689,743]
article-dateline: United Press Association—Copyright. LONDON, Sept. 22. [154,137,269,152]
article-headline: "SOCIALISM GONE MAD." [24,741,137,768]
article-dateline: [Per Press Association.] WELLINGTON, Sept. 23. [706,699,827,715]
article-headline: A NARROW ESCAPE. [846,777,971,791]
article-body: The Lord Mayor's scheme for utilising the Dreadnought fund for the erection of a naval college and the establishment of training farms has been adopted by the contributor. [292,599,421,637]
article-dateline: (Received Sept. 24, 12.15 a.m.) ADELAIDE, Sept. 23. [292,1276,388,1292]
article [430,810,559,1062]
article-dateline: United Press Association—Copyright. PARIS, Sept. 22. [154,1099,269,1115]
article [430,98,559,300]
article-dateline: [Per Press Association.] CHRISTCHURCH, Sept. 23. [568,1112,654,1128]
article-subhead: THE TRIENNIAL CONFERENCE. [163,582,274,591]
article-subhead: AERONAUT CRUSHED TO DEATH. [159,1084,278,1093]
divider [206,1096,232,1097]
article-headline: CREMATION. [594,806,671,820]
article-body: Captain Scott has purchased the Terra Nova, which was used in 1903 as a relief ship to the Discovery expedition, and is one of the largest and strongest of the old Scottish whalers. She was built in 1884. [292,142,421,180]
article-headline: INTERNATIONAL GEODETIC ASSOCIATION. [168,541,269,581]
divider [758,454,784,455]
article-body: A case of considerable interest is being heard in the Supreme Court by Judge Edwards to-day, affecting the rights of the public and the trustees of the racecourse. A number of residents at the back of the course are being summoned for trespass, and the case is to decide whether the public have a right to cross over the course. In the course of evidence, H. C. Field, surveyor, and a very old resident, said that in 1851 there was a track across the course, and to the best of his belief the track had existed ever since from 1851 to 1870. Witness often went across the racecourse, which up till then had not been fenced off, as far as witness knew. The track always entered and left the racecourse at the two points now used for the entrance and exit. One house had been at the back of the course since 1865 or 1866, and the only exit was through the course. The reserve was originally granted for the purpose of public utility, and was not used as a training track in the early days. Witness had cut the road round the reserve under orders from the late secretary of the Jockey Club, as the tracks were dangerous to horses in training, the dray track soon having become formed on it. The case practically hinges on whether the right-of-way has existed or not over the course. In the event of the Jockey Club losing the case, it is thought more than probable that an effort will be made to obtain another course. [706,129,835,396]
article [568,699,697,796]
article-subhead: MINISTERS' MOVEMENTS. [585,399,680,408]
article [706,407,835,659]
masthead-title: THE GISBORNE TIMES, FRIDAY, SEPTEMBER 24, 1909. [330,27,765,42]
article-headline: A MESSAGE FROM JOSEPH CHAMBERLAIN. [24,319,137,359]
divider [331,914,383,915]
article-dateline: [Per Press Association.] WANGANUI, Sept. 23. [706,113,820,128]
article [568,538,697,688]
article [16,988,145,1244]
divider [331,989,383,990]
article-headline: THE SOUTH AUSTRALIAN BUDGET. [179,957,258,997]
divider [469,304,521,305]
divider [193,1063,245,1064]
article-dateline: [Per Press Association.] HUNTERVILLE, Sept. 23. [430,121,554,136]
